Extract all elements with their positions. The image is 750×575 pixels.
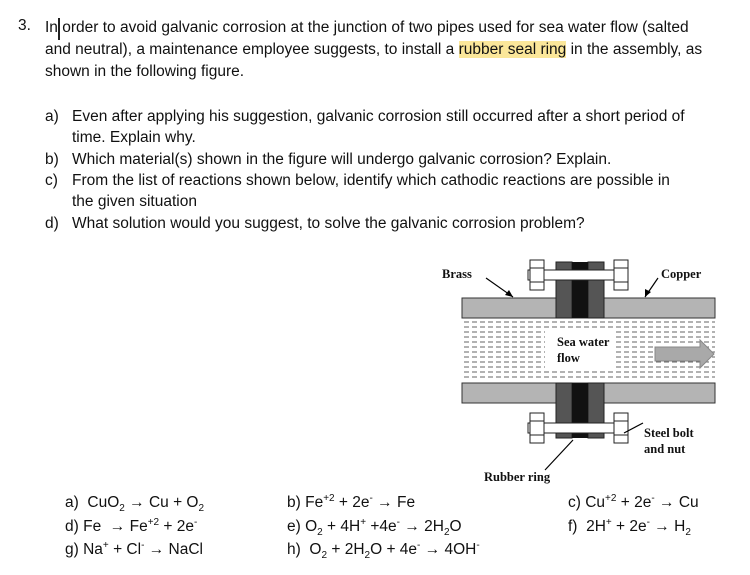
reaction-e: e) $O_2 + 4H^+ +4e^- \to 2H_2O$ (287, 516, 462, 539)
intro-line-1: In order to avoid galvanic corrosion at the junction of two pipes used for sea water flow (salted (45, 19, 689, 36)
steel-bolt-label: Steel bolt (644, 426, 694, 440)
upper-bolt-head (530, 260, 544, 290)
copper-label: Copper (661, 267, 702, 281)
reaction-c: c) $Cu^{+2} + 2e^- \to Cu$ (568, 492, 699, 511)
reaction-h: h) $O_2 + 2H_2O + 4e^- \to 4OH^-$ (287, 539, 480, 562)
question-number: 3. (18, 17, 31, 34)
reaction-a: a) $CuO_2 \to Cu + O_2$ (65, 494, 205, 515)
subquestion-label: b) (45, 151, 59, 168)
reaction-b: b) $Fe^{+2} + 2e^- \to Fe$ (287, 492, 416, 511)
subquestion-text: Even after applying his suggestion, galvanic corrosion still occurred after a short period of time. Explain why. (72, 108, 685, 146)
lower-bolt-head (530, 413, 544, 443)
subquestion-text: What solution would you suggest, to solve the galvanic corrosion problem? (72, 215, 585, 232)
highlighted-text[interactable]: rubber seal ring (458, 41, 567, 58)
intro-line-3: shown in the following figure. (45, 63, 245, 80)
rubber-ring-pointer (545, 440, 573, 470)
upper-nut (614, 260, 628, 290)
reaction-g: g) Na+ + Cl- → NaCl (65, 539, 203, 558)
lower-nut (614, 413, 628, 443)
subquestion-label: c) (45, 172, 58, 189)
reaction-d: d) $Fe \to Fe^{+2} + 2e^-$ (65, 516, 198, 535)
intro-line-2a: and neutral), a maintenance employee suggests, to install a (45, 41, 459, 58)
rubber-ring-label: Rubber ring (484, 470, 551, 484)
reaction-f: f) $2H^+ + 2e^- \to H_2$ (568, 516, 691, 539)
flow-label: flow (557, 351, 580, 365)
subquestion-label: a) (45, 108, 59, 125)
intro-line-2b: in the assembly, as (566, 41, 703, 58)
subquestion-text: From the list of reactions shown below, identify which cathodic reactions are possible in the given situation (72, 172, 670, 210)
brass-label: Brass (442, 267, 472, 281)
subquestion-label: d) (45, 215, 59, 232)
sea-water-label: Sea water (557, 335, 610, 349)
nut-label: and nut (644, 442, 686, 456)
subquestion-text: Which material(s) shown in the figure will undergo galvanic corrosion? Explain. (72, 151, 612, 168)
